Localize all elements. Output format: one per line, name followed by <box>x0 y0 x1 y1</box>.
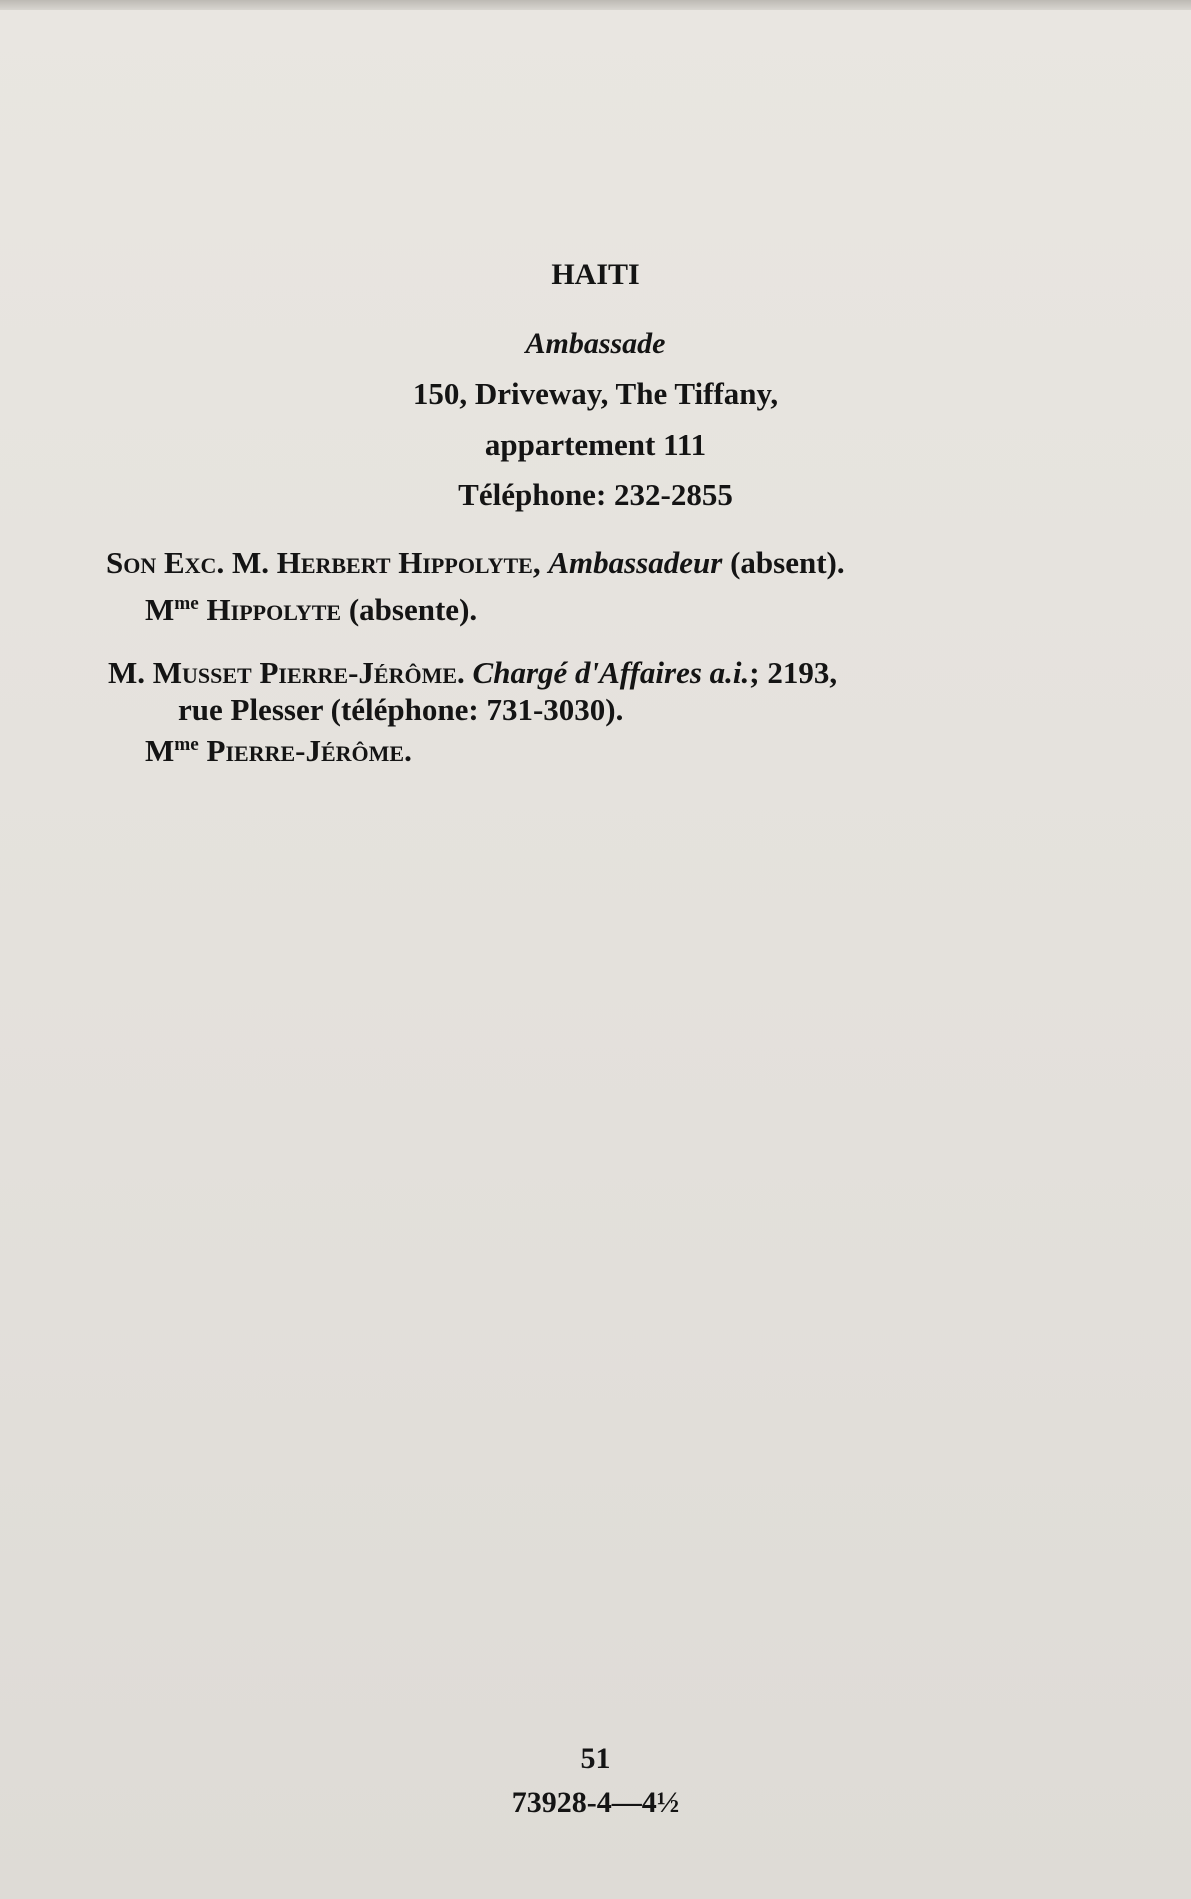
entry-spouse-status: (absente). <box>348 592 478 627</box>
entry-ambassador-name: Son Exc. M. Herbert Hippolyte, <box>106 545 541 580</box>
entry-charge-address-start: ; 2193, <box>749 655 838 690</box>
page-top-edge <box>0 0 1191 10</box>
entry-charge-affaires <box>108 655 837 691</box>
entry-charge-spouse <box>145 733 412 769</box>
print-code: 73928-4—4½ <box>511 1786 680 1819</box>
section-heading: Ambassade <box>525 327 666 360</box>
address-line-1: 150, Driveway, The Tiffany, <box>412 376 779 411</box>
entry-ambassador-status: (absent). <box>730 545 845 580</box>
entry-charge-address-line: rue Plesser (téléphone: 731-3030). <box>178 692 624 727</box>
entry-charge-name: M. Musset Pierre-Jérôme. <box>108 655 465 690</box>
entry-spouse-name: Hippolyte <box>206 592 342 627</box>
entry-charge-role: Chargé d'Affaires a.i. <box>472 655 750 690</box>
entry-charge-spouse-name: Pierre-Jérôme. <box>206 733 412 768</box>
telephone-line: Téléphone: 232-2855 <box>458 477 733 512</box>
entry-charge-spouse-title: M <box>145 733 175 768</box>
entry-ambassador-spouse <box>145 592 477 628</box>
entry-spouse-title-sup: me <box>174 593 199 615</box>
entry-charge-spouse-title-sup: me <box>174 734 199 756</box>
address-line-2: appartement 111 <box>484 427 707 462</box>
country-heading: HAITI <box>551 258 640 291</box>
page-number: 51 <box>580 1742 611 1775</box>
entry-ambassador <box>106 545 845 581</box>
entry-ambassador-role: Ambassadeur <box>548 545 723 580</box>
entry-spouse-title: M <box>145 592 175 627</box>
